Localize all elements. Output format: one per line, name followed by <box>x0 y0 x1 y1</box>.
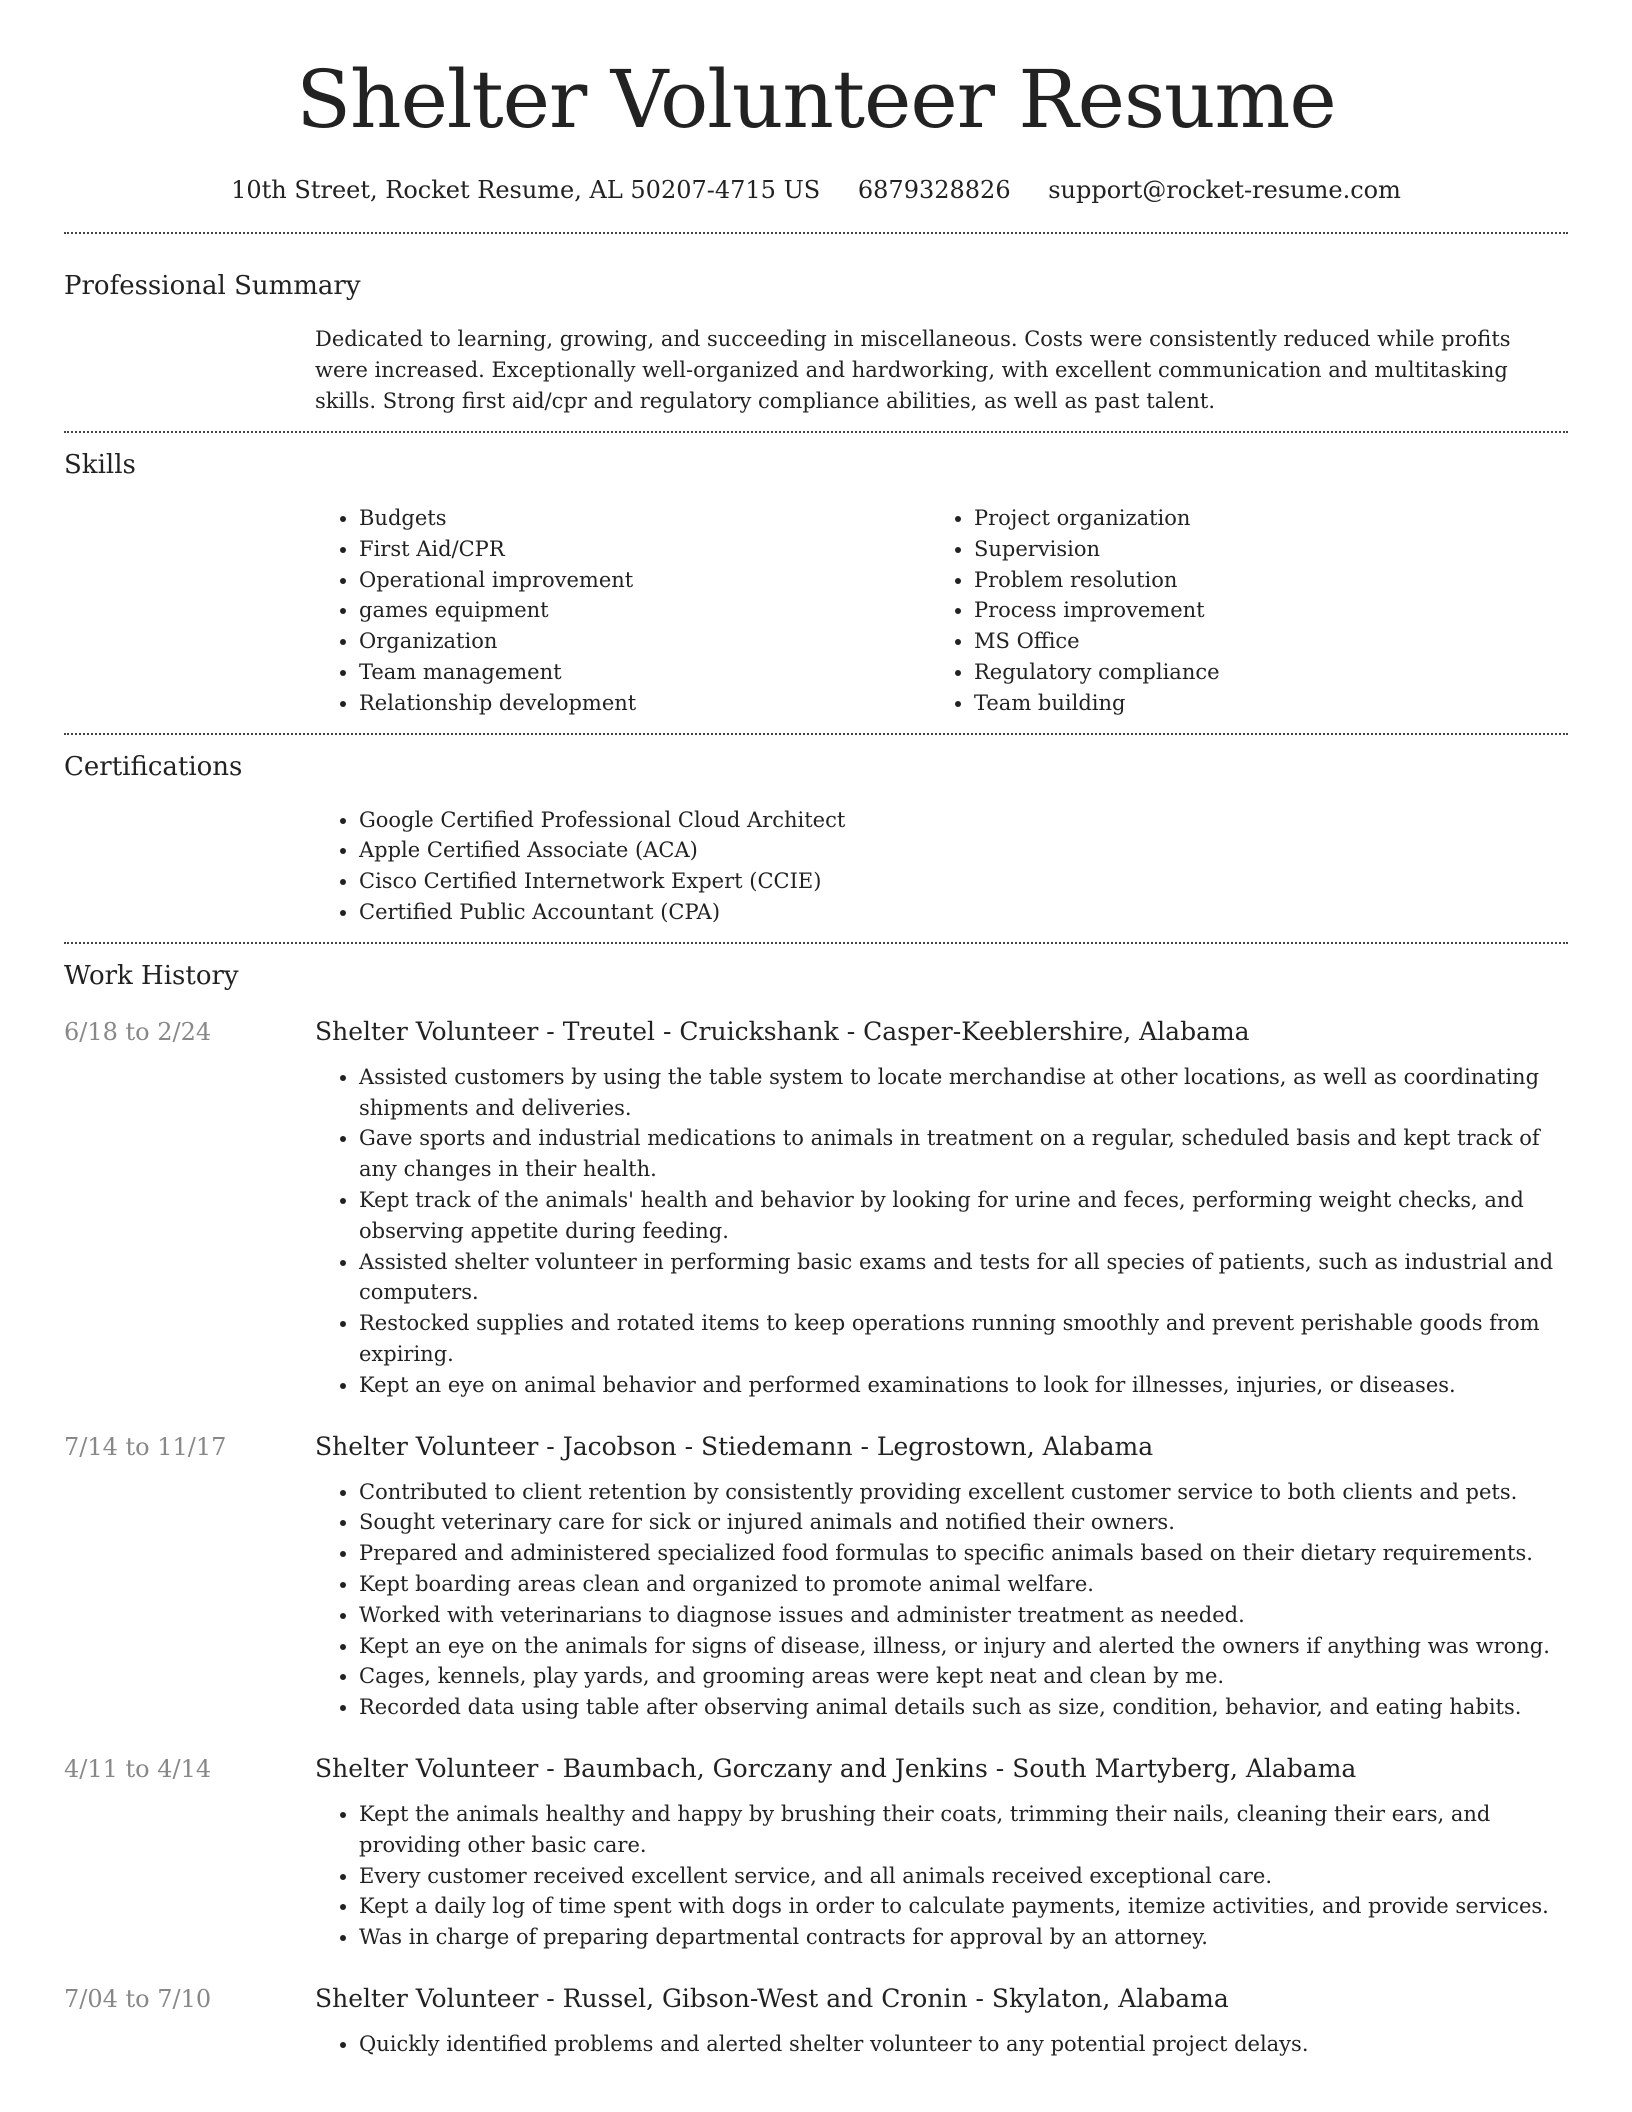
job-entry <box>64 1981 1568 2060</box>
job-title: Shelter Volunteer - Baumbach, Gorczany and Jenkins - South Martyberg, Alabama <box>315 1753 1357 1783</box>
certification-item: • Apple Certified Associate (ACA) <box>359 835 1568 866</box>
skill-item: • MS Office <box>974 626 1545 657</box>
job-bullet: • Contributed to client retention by consistently providing excellent customer service to both clients and pets. <box>359 1477 1568 1508</box>
certification-item: • Certified Public Accountant (CPA) <box>359 897 1568 928</box>
certifications-heading: Certifications <box>64 751 243 782</box>
resume-title: Shelter Volunteer Resume <box>296 53 1336 146</box>
job-dates: 4/11 to 4/14 <box>64 1754 212 1783</box>
certification-item: • Google Certified Professional Cloud Architect <box>359 805 1568 836</box>
job-bullet: • Recorded data using table after observing animal details such as size, condition, behavior, and eating habits. <box>359 1692 1568 1723</box>
job-dates: 6/18 to 2/24 <box>64 1017 212 1046</box>
resume-header <box>64 0 1568 206</box>
certifications-section <box>64 735 1568 928</box>
contact-email: support@rocket-resume.com <box>1048 176 1401 204</box>
job-title: Shelter Volunteer - Russel, Gibson-West and Cronin - Skylaton, Alabama <box>315 1983 1229 2013</box>
job-entry <box>64 1751 1568 1953</box>
contact-phone: 6879328826 <box>857 176 1011 204</box>
job-entry <box>64 1429 1568 1723</box>
job-bullet: • Was in charge of preparing departmental contracts for approval by an attorney. <box>359 1922 1568 1953</box>
job-details <box>315 1981 1568 2060</box>
skills-heading: Skills <box>64 450 136 480</box>
job-bullet: • Kept track of the animals' health and behavior by looking for urine and feces, performing weight checks, and observing appetite during feeding. <box>359 1185 1568 1247</box>
job-bullet: • Cages, kennels, play yards, and grooming areas were kept neat and clean by me. <box>359 1661 1568 1692</box>
skills-section <box>64 433 1568 719</box>
skill-item: • Relationship development <box>359 688 930 719</box>
skills-column-left <box>315 503 930 719</box>
skill-item: • Operational improvement <box>359 565 930 596</box>
job-bullet: • Every customer received excellent service, and all animals received exceptional care. <box>359 1861 1568 1892</box>
skills-column-right <box>930 503 1545 719</box>
job-bullets <box>315 2029 1568 2060</box>
job-bullet: • Quickly identified problems and alerted shelter volunteer to any potential project delays. <box>359 2029 1568 2060</box>
job-bullet: • Kept an eye on the animals for signs of disease, illness, or injury and alerted the owners if anything was wrong. <box>359 1631 1568 1662</box>
job-bullet: • Gave sports and industrial medications to animals in treatment on a regular, scheduled basis and kept track of any changes in their health. <box>359 1123 1568 1185</box>
work-history-heading: Work History <box>64 960 239 991</box>
skills-list-right <box>930 503 1545 719</box>
job-bullet: • Restocked supplies and rotated items to keep operations running smoothly and prevent perishable goods from expiring. <box>359 1308 1568 1370</box>
job-bullet: • Kept an eye on animal behavior and performed examinations to look for illnesses, injuries, or diseases. <box>359 1370 1568 1401</box>
summary-heading: Professional Summary <box>64 271 361 301</box>
job-details <box>315 1014 1568 1401</box>
skills-list-left <box>315 503 930 719</box>
skill-item: • Project organization <box>974 503 1545 534</box>
job-details <box>315 1429 1568 1723</box>
work-history-section <box>64 944 1568 2060</box>
job-bullet: • Kept the animals healthy and happy by brushing their coats, trimming their nails, cleaning their ears, and providing other basic care. <box>359 1799 1568 1861</box>
summary-text: Dedicated to learning, growing, and succeeding in miscellaneous. Costs were consistently reduced while profits were increased. Exceptionally well-organized and hardworking, with excellent communication and multitasking skills. Strong first aid/cpr and regulatory compliance abilities, as well as past talent. <box>315 327 1511 413</box>
certification-item: • Cisco Certified Internetwork Expert (CCIE) <box>359 866 1568 897</box>
job-bullet: • Kept a daily log of time spent with dogs in order to calculate payments, itemize activities, and provide services. <box>359 1891 1568 1922</box>
skill-item: • Team management <box>359 657 930 688</box>
certifications-body <box>315 805 1568 928</box>
job-dates: 7/04 to 7/10 <box>64 1984 212 2013</box>
job-bullet: • Worked with veterinarians to diagnose issues and administer treatment as needed. <box>359 1600 1568 1631</box>
summary-body <box>315 324 1568 417</box>
contact-line <box>64 174 1568 206</box>
job-dates: 7/14 to 11/17 <box>64 1432 227 1461</box>
skill-item: • games equipment <box>359 595 930 626</box>
skill-item: • Team building <box>974 688 1545 719</box>
job-bullet: • Assisted customers by using the table system to locate merchandise at other locations, as well as coordinating shipments and deliveries. <box>359 1062 1568 1124</box>
summary-section <box>64 234 1568 417</box>
job-bullet: • Assisted shelter volunteer in performing basic exams and tests for all species of patients, such as industrial and computers. <box>359 1247 1568 1309</box>
skill-item: • Process improvement <box>974 595 1545 626</box>
skills-grid <box>315 503 1568 719</box>
skill-item: • Organization <box>359 626 930 657</box>
job-title: Shelter Volunteer - Jacobson - Stiedemann - Legrostown, Alabama <box>315 1431 1154 1461</box>
job-bullet: • Sought veterinary care for sick or injured animals and notified their owners. <box>359 1507 1568 1538</box>
skill-item: • Regulatory compliance <box>974 657 1545 688</box>
skill-item: • Problem resolution <box>974 565 1545 596</box>
job-bullet: • Kept boarding areas clean and organized to promote animal welfare. <box>359 1569 1568 1600</box>
certifications-list <box>315 805 1568 928</box>
job-bullets <box>315 1799 1568 1953</box>
job-bullet: • Prepared and administered specialized food formulas to specific animals based on their dietary requirements. <box>359 1538 1568 1569</box>
job-details <box>315 1751 1568 1953</box>
job-bullets <box>315 1477 1568 1723</box>
job-entry <box>64 1014 1568 1401</box>
skill-item: • Budgets <box>359 503 930 534</box>
job-bullets <box>315 1062 1568 1401</box>
skill-item: • Supervision <box>974 534 1545 565</box>
skill-item: • First Aid/CPR <box>359 534 930 565</box>
contact-address: 10th Street, Rocket Resume, AL 50207-4715 US <box>231 176 821 204</box>
skills-body <box>315 503 1568 719</box>
job-title: Shelter Volunteer - Treutel - Cruickshank - Casper-Keeblershire, Alabama <box>315 1016 1250 1046</box>
